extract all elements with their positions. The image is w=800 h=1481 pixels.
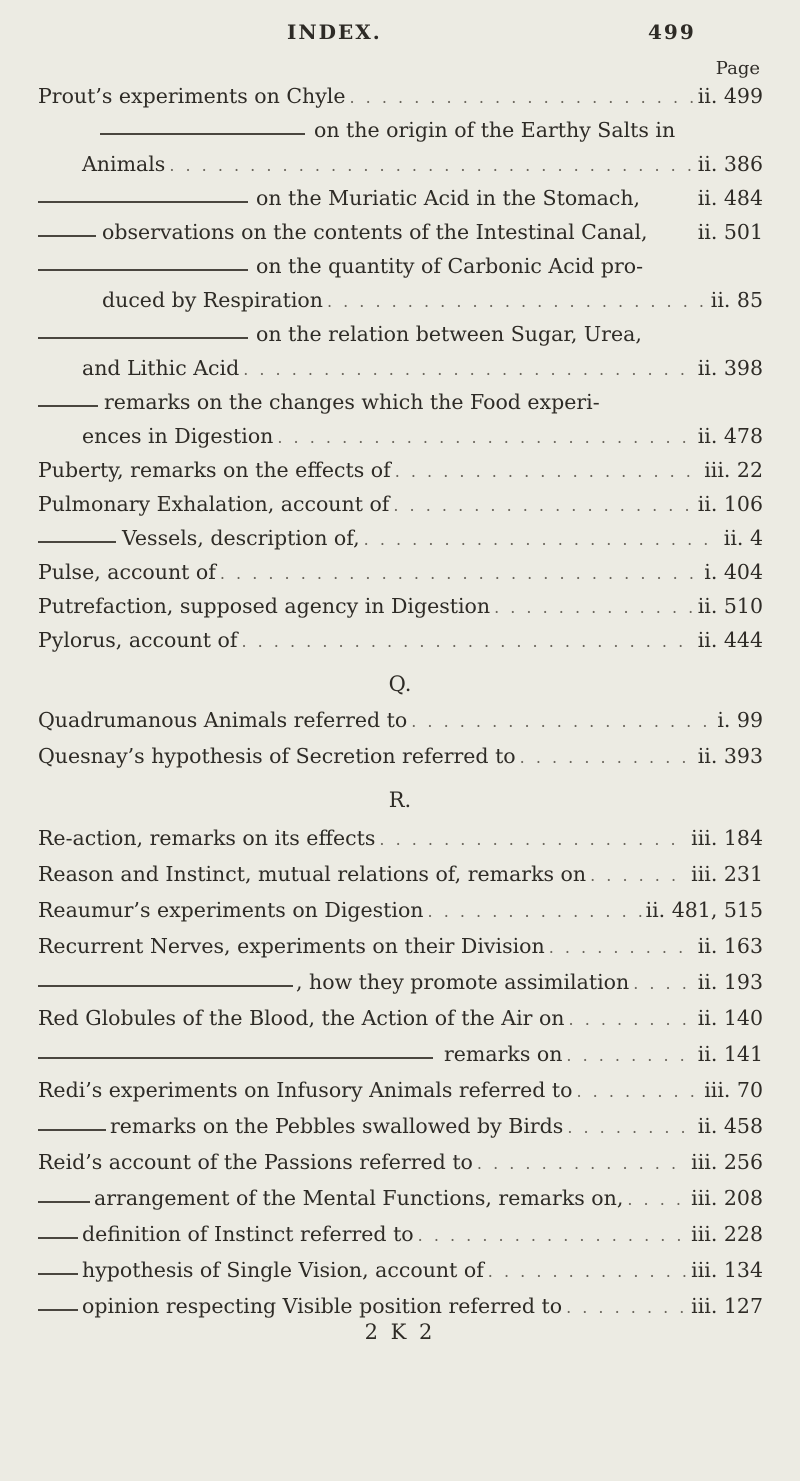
index-entry: hypothesis of Single Vision, account of . . . iii. 134	[38, 1258, 763, 1292]
page-number: 499	[648, 20, 696, 44]
index-entry: Puberty, remarks on the effects of . . . iii. 22	[38, 458, 763, 492]
index-entry: , how they promote assimilation . . . ii. 193	[38, 970, 763, 1004]
index-entry: Red Globules of the Blood, the Action of the Air on . . . ii. 140	[38, 1006, 763, 1040]
index-entry: opinion respecting Visible position referred to . . . iii. 127	[38, 1294, 763, 1328]
index-entry: on the origin of the Earthy Salts in	[38, 118, 763, 152]
index-entry: definition of Instinct referred to . . . iii. 228	[38, 1222, 763, 1256]
index-entry: on the Muriatic Acid in the Stomach, ii. 484	[38, 186, 763, 220]
index-entry: Reason and Instinct, mutual relations of, remarks on . . . iii. 231	[38, 862, 763, 896]
index-entry: on the quantity of Carbonic Acid pro-	[38, 254, 763, 288]
index-entry: Redi’s experiments on Infusory Animals referred to . . . iii. 70	[38, 1078, 763, 1112]
index-entry: Reaumur’s experiments on Digestion . . . ii. 481, 515	[38, 898, 763, 932]
signature-mark: 2 K 2	[364, 1320, 436, 1344]
index-entry: Pulmonary Exhalation, account of . . . ii. 106	[38, 492, 763, 526]
index-entry: observations on the contents of the Intestinal Canal, ii. 501	[38, 220, 763, 254]
index-entry: Pulse, account of . . . i. 404	[38, 560, 763, 594]
section-letter-r: R.	[388, 788, 412, 812]
running-head: INDEX.	[287, 20, 382, 44]
index-entry: Vessels, description of, . . . ii. 4	[38, 526, 763, 560]
index-entry: arrangement of the Mental Functions, remarks on, . . . iii. 208	[38, 1186, 763, 1220]
index-entry: Recurrent Nerves, experiments on their Division . . . ii. 163	[38, 934, 763, 968]
index-entry: ences in Digestion . . . ii. 478	[38, 424, 763, 458]
column-label-page: Page	[715, 58, 760, 79]
index-entry: Putrefaction, supposed agency in Digestion . . . ii. 510	[38, 594, 763, 628]
index-entry: remarks on the changes which the Food experi-	[38, 390, 763, 424]
index-entry: Prout’s experiments on Chyle . . . ii. 499	[38, 84, 763, 118]
section-letter-q: Q.	[388, 672, 412, 696]
index-entry: duced by Respiration . . . ii. 85	[38, 288, 763, 322]
index-entry: Quadrumanous Animals referred to . . . i. 99	[38, 708, 763, 742]
index-entry: Animals . . . ii. 386	[38, 152, 763, 186]
index-entry: remarks on . . . ii. 141	[38, 1042, 763, 1076]
index-entry: remarks on the Pebbles swallowed by Birds . . . ii. 458	[38, 1114, 763, 1148]
index-entry: and Lithic Acid . . . ii. 398	[38, 356, 763, 390]
index-entry: Pylorus, account of . . . ii. 444	[38, 628, 763, 662]
index-entry: on the relation between Sugar, Urea,	[38, 322, 763, 356]
index-entry: Reid’s account of the Passions referred to . . . iii. 256	[38, 1150, 763, 1184]
index-entry: Re-action, remarks on its effects . . . iii. 184	[38, 826, 763, 860]
index-entry: Quesnay’s hypothesis of Secretion referred to . . . ii. 393	[38, 744, 763, 778]
